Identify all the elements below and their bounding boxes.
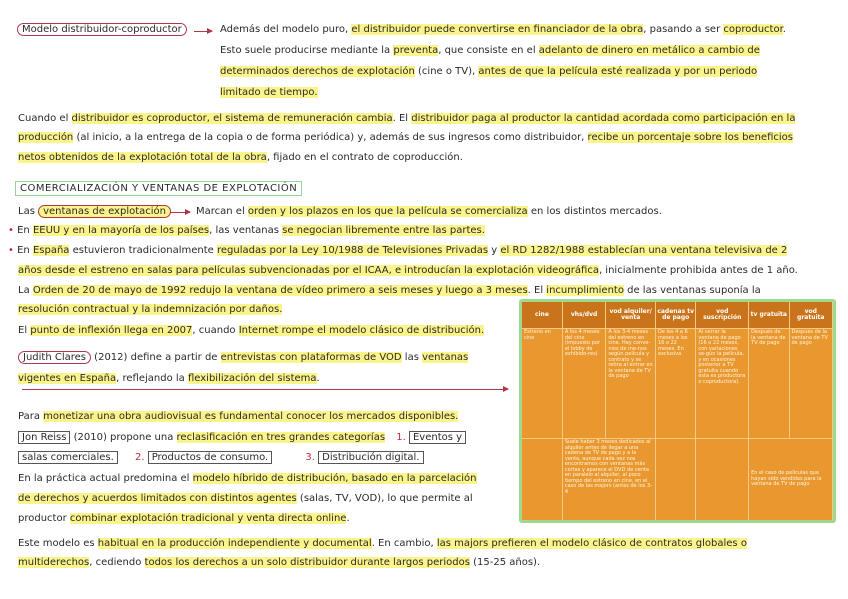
bullet-line bbox=[8, 224, 485, 238]
text: . En cambio, bbox=[371, 538, 437, 549]
bullet-line bbox=[8, 244, 787, 258]
text: . El bbox=[527, 285, 547, 296]
table-cell: De los 4 a 6 meses a los 16 o 22 meses. En exclusiva bbox=[656, 329, 696, 439]
text: , pasando a ser bbox=[643, 24, 724, 35]
para-line bbox=[18, 131, 793, 145]
highlight: vigentes en España bbox=[18, 373, 117, 384]
text: . bbox=[346, 513, 350, 524]
highlight: resolución contractual y la indemnización por daños. bbox=[18, 304, 283, 315]
text: de las ventanas suponía la bbox=[623, 285, 761, 296]
col-header: vod alquiler/ venta bbox=[606, 302, 656, 329]
highlight: entrevistas con plataformas de VOD bbox=[220, 352, 402, 363]
highlight: antes de que la película esté realizada y por un periodo bbox=[478, 66, 758, 77]
highlight: Orden de 20 de mayo de 1992 bbox=[32, 285, 187, 296]
number: 1. bbox=[396, 432, 406, 443]
highlight: recibe un porcentaje sobre los beneficios bbox=[587, 132, 793, 143]
table-cell: Después de la ventana de TV de pago bbox=[789, 329, 833, 439]
text: En la práctica actual predomina el bbox=[18, 473, 193, 484]
highlight: habitual en la producción independiente y documental bbox=[97, 538, 372, 549]
arrow-icon bbox=[170, 212, 190, 213]
table-cell: Suele haber 3 meses dedicados al alquiler antes de llegar a una cadena de TV de pago y a la venta, aunque cada vez nos encontramos con ventanas más cortas y aparece el DVD de venta en paralelo al alquiler, al poco tiempo del estreno en cine, en el caso de las majors (antes de los 3-4 bbox=[562, 439, 655, 521]
text: (al inicio, a la entrega de la copia o de forma periódica) y, además de sus ingresos como distribuidor, bbox=[73, 132, 588, 143]
text: (cine o TV), bbox=[414, 66, 479, 77]
highlight: reclasificación en tres grandes categorías bbox=[176, 432, 386, 443]
table-cell: Al cerrar la ventana de pago (16 o 22 meses, con variaciones se-gún la película, y en ocasiones posterior a TV gratuita cuando esta es productora o coproductora). bbox=[696, 329, 749, 439]
table-cell bbox=[656, 439, 696, 521]
text: . bbox=[782, 24, 786, 35]
bullet-icon: • bbox=[8, 245, 14, 256]
col-header: vod suscripción bbox=[696, 302, 749, 329]
para-line bbox=[18, 451, 424, 465]
highlight: monetizar una obra audiovisual es fundamental conocer los mercados disponibles. bbox=[43, 411, 459, 422]
para-line bbox=[18, 264, 798, 278]
highlight: limitado de tiempo. bbox=[220, 87, 318, 98]
text: Esto suele producirse mediante la bbox=[220, 45, 394, 56]
oval-label: Modelo distribuidor-coproductor bbox=[17, 23, 187, 36]
text: , las ventanas bbox=[209, 225, 283, 236]
text: Este modelo es bbox=[18, 538, 98, 549]
text: estuvieron tradicionalmente bbox=[69, 245, 218, 256]
text: (2010) propone una bbox=[70, 432, 177, 443]
highlight: producción bbox=[18, 132, 74, 143]
para-line bbox=[18, 351, 468, 365]
text: . El bbox=[392, 113, 412, 124]
highlight: flexibilización del sistema bbox=[187, 373, 317, 384]
highlight: España bbox=[32, 245, 70, 256]
para-line bbox=[18, 537, 747, 551]
text: en los distintos mercados. bbox=[527, 206, 662, 217]
para-line bbox=[18, 410, 458, 424]
table-cell bbox=[696, 439, 749, 521]
text: Cuando el bbox=[18, 113, 72, 124]
para-line bbox=[18, 512, 350, 526]
text: Marcan el bbox=[196, 206, 248, 217]
table-cell bbox=[522, 439, 562, 521]
text: En bbox=[17, 245, 33, 256]
text: y bbox=[488, 245, 501, 256]
number: 3. bbox=[305, 452, 315, 463]
table-cell: Estreno en cine bbox=[522, 329, 562, 439]
highlight: modelo híbrido de distribución, basado en la parcelación bbox=[192, 473, 477, 484]
boxed-label: Eventos y bbox=[409, 431, 466, 444]
oval-label: ventanas de explotación bbox=[38, 205, 171, 218]
windows-table bbox=[519, 299, 836, 523]
section-heading bbox=[15, 182, 302, 196]
bullet-icon: • bbox=[8, 225, 14, 236]
para-line bbox=[18, 205, 171, 219]
highlight: distribuidor paga al productor la cantidad acordada como participación en la bbox=[411, 113, 796, 124]
highlight: multiderechos bbox=[18, 557, 90, 568]
para-line bbox=[18, 284, 761, 298]
highlight: todos los derechos a un solo distribuidor durante largos periodos bbox=[144, 557, 470, 568]
para-line bbox=[18, 151, 463, 165]
arrow-icon bbox=[194, 31, 212, 32]
highlight: combinar explotación tradicional y venta directa online bbox=[69, 513, 347, 524]
highlight: el distribuidor puede convertirse en financiador de la obra bbox=[351, 24, 644, 35]
para-line bbox=[18, 492, 473, 506]
text: La bbox=[18, 285, 33, 296]
text: (15-25 años). bbox=[469, 557, 541, 568]
highlight: Internet rompe el modelo clásico de distribución. bbox=[238, 325, 485, 336]
text: . bbox=[316, 373, 320, 384]
highlight: el RD 1282/1988 establecían una ventana televisiva de 2 bbox=[500, 245, 788, 256]
number: 2. bbox=[134, 452, 145, 463]
highlight: años desde el estreno en salas para películas subvencionadas por el ICAA, e introducían la explotación videográfica bbox=[18, 265, 599, 276]
para-line bbox=[220, 65, 757, 79]
text: productor bbox=[18, 513, 70, 524]
para-line bbox=[220, 23, 786, 37]
boxed-label: Productos de consumo. bbox=[148, 451, 273, 464]
text: , inicialmente prohibida antes de 1 año. bbox=[598, 265, 798, 276]
highlight: reguladas por la Ley 10/1988 de Televisiones Privadas bbox=[217, 245, 489, 256]
text: El bbox=[18, 325, 31, 336]
col-header: vhs/dvd bbox=[562, 302, 605, 329]
text: , cediendo bbox=[89, 557, 145, 568]
text: (2012) define a partir de bbox=[91, 352, 221, 363]
highlight: punto de inflexión llega en 2007 bbox=[30, 325, 193, 336]
concept-oval bbox=[17, 23, 187, 37]
text: Para bbox=[18, 411, 44, 422]
para-line bbox=[18, 372, 320, 386]
para-line bbox=[18, 431, 466, 445]
para-line bbox=[196, 205, 662, 219]
para-line bbox=[18, 472, 477, 486]
boxed-label: salas comerciales. bbox=[18, 451, 118, 464]
highlight: orden y los plazos en los que la película se comercializa bbox=[247, 206, 528, 217]
highlight: netos obtenidos de la explotación total de la obra bbox=[18, 152, 267, 163]
highlight: ventanas bbox=[422, 352, 469, 363]
text: En bbox=[17, 225, 33, 236]
boxed-label: Distribución digital. bbox=[318, 451, 423, 464]
text: , cuando bbox=[192, 325, 239, 336]
highlight: adelanto de dinero en metálico a cambio de bbox=[538, 45, 760, 56]
highlight: determinados derechos de explotación bbox=[220, 66, 415, 77]
text: (salas, TV, VOD), lo que permite al bbox=[296, 493, 473, 504]
highlight: coproductor bbox=[723, 24, 783, 35]
para-line bbox=[18, 324, 484, 338]
highlight: incumplimiento bbox=[546, 285, 624, 296]
highlight: distribuidor es coproductor, el sistema de remuneración cambia bbox=[71, 113, 393, 124]
connector-line bbox=[22, 389, 508, 390]
table-cell: Después de la ventana de TV de pago bbox=[749, 329, 789, 439]
col-header: cadenas tv de pago bbox=[656, 302, 696, 329]
table-cell: En el caso de películas que hayan sido vendidas para la ventana de TV de pago bbox=[749, 439, 833, 521]
highlight: redujo la ventana de vídeo primero a seis meses y luego a 3 meses bbox=[186, 285, 528, 296]
col-header: cine bbox=[522, 302, 562, 329]
boxed-label: Jon Reiss bbox=[18, 431, 70, 444]
highlight: se negocian libremente entre las partes. bbox=[282, 225, 485, 236]
col-header: tv gratuita bbox=[749, 302, 789, 329]
para-line bbox=[18, 112, 795, 126]
text: Las bbox=[18, 206, 39, 217]
arrow-icon bbox=[496, 389, 508, 390]
table-cell: A los 3-4 meses del estreno en cine. Hay conve-nios de me-nos según película y contrato y se retira al entrar en la ventana de TV de pago bbox=[606, 329, 656, 439]
highlight: EEUU y en la mayoría de los países bbox=[32, 225, 210, 236]
para-line bbox=[18, 303, 282, 317]
highlight: las majors prefieren el modelo clásico de contratos globales o bbox=[436, 538, 747, 549]
text: , que consiste en el bbox=[438, 45, 539, 56]
heading-text: COMERCIALIZACIÓN Y VENTANAS DE EXPLOTACIÓN bbox=[15, 181, 302, 196]
col-header: vod gratuita bbox=[789, 302, 833, 329]
text: las bbox=[401, 352, 423, 363]
text: , fijado en el contrato de coproducción. bbox=[266, 152, 463, 163]
highlight: preventa bbox=[393, 45, 439, 56]
highlight: de derechos y acuerdos limitados con distintos agentes bbox=[18, 493, 297, 504]
text: , reflejando la bbox=[116, 373, 188, 384]
para-line bbox=[220, 86, 318, 100]
table-cell: A los 4 meses del cine (impuesto por el lobby de exhibido-res) bbox=[562, 329, 605, 439]
para-line bbox=[18, 556, 540, 570]
text: Además del modelo puro, bbox=[220, 24, 352, 35]
para-line bbox=[220, 44, 760, 58]
oval-label: Judith Clares bbox=[18, 351, 91, 364]
